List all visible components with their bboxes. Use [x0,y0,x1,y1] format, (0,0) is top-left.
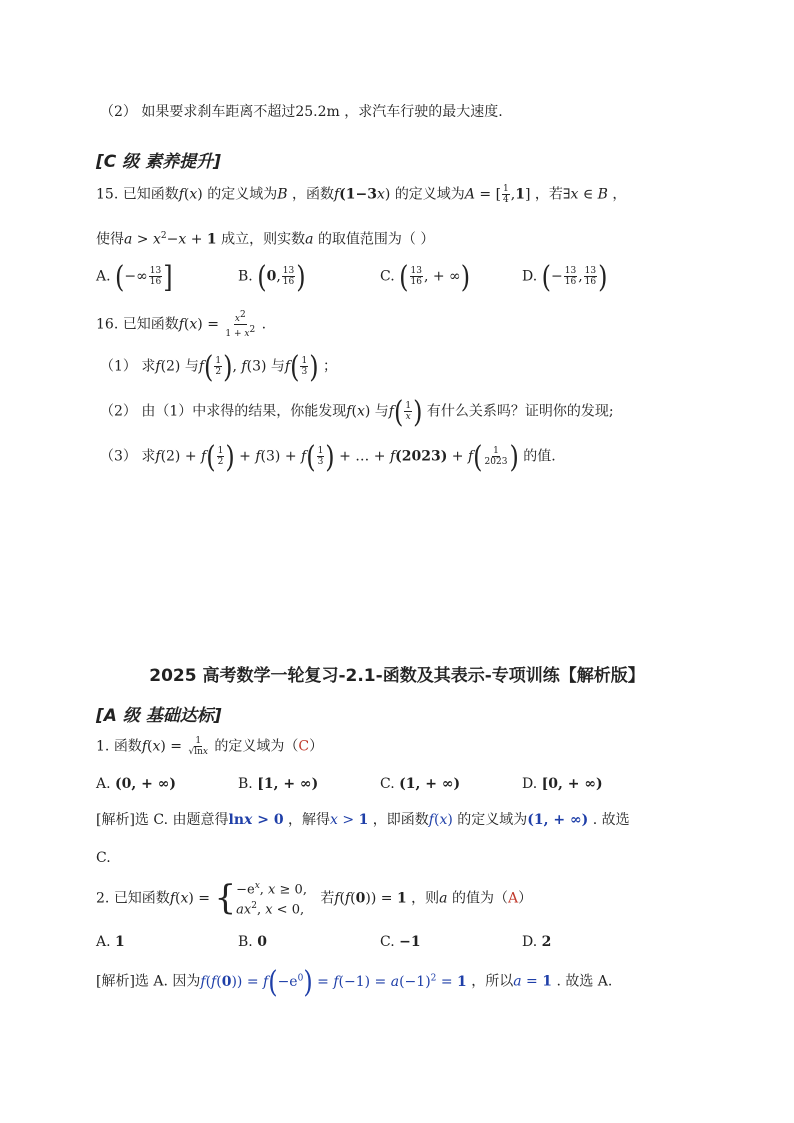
p1-answer: C [298,738,310,755]
p2-solution: [解析]选 A. 因为$f(f(0)) = f(-e^0) = f(-1) = a(-1)^2 = 1$ ，所以a = 1 . 故选 A. [96,964,613,1000]
p1-option-d[interactable]: D. [0, + ∞) [522,776,603,792]
doc-title: 2025 高考数学一轮复习-2.1-函数及其表示-专项训练【解析版】 [149,666,645,686]
q14-part2: （2） 如果要求刹车距离不超过25.2m ，求汽车行驶的最大速度. [100,104,503,120]
q15-option-a[interactable]: A. (−∞ $\frac{13}{16}$ ] [96,259,173,294]
q15-option-b[interactable]: B. (0, $\frac{13}{16}$ ) [238,259,306,294]
p2-option-b[interactable]: B. 0 [238,934,267,950]
section-a-heading: [A 级 基础达标] [96,706,222,726]
q16-sub1: （1） 求f(2) 与f( $\frac{1}{2}$ ), f(3) 与f( $\frac{1}{3}$ ) ； [100,349,338,384]
p2-option-a[interactable]: A. 1 [96,934,125,950]
p1-solution-wrap: C. [96,850,111,866]
section-c-heading: [C 级 素养提升] [96,152,221,172]
q16-sub3: （3） 求f(2) + f( $\frac{1}{2}$ ) + f(3) + f( $\frac{1}{3}$ ) + … + f(2023) + f( $\frac{1}{2023}$ ) 的值. [100,439,556,474]
p1-solution: [解析]选 C. 由题意得lnx > 0 ，解得x > 1 ，即函数f(x) 的定义域为(1, + ∞) . 故选 [96,812,630,828]
q15-option-c[interactable]: C. ( $\frac{13}{16}$ , + ∞) [380,259,471,294]
q16-sub2: （2） 由（1）中求得的结果，你能发现f(x) 与f( $\frac{1}{x}$ ) 有什么关系吗？证明你的发现; [100,394,614,429]
p1-option-c[interactable]: C. (1, + ∞) [380,776,461,792]
p2-answer: A [507,890,519,907]
q16-stem: 16. 已知函数f(x) = $\frac{x^2}{1 + x^2}$ . [96,310,267,339]
q15-option-d[interactable]: D. (− $\frac{13}{16}$ , $\frac{13}{16}$ ) [522,259,608,294]
p2-option-c[interactable]: C. −1 [380,934,421,950]
p1-option-b[interactable]: B. [1, + ∞) [238,776,319,792]
p2-option-d[interactable]: D. 2 [522,934,552,950]
q15-number: 15. [96,186,119,203]
q15-line2: 使得$a > x^2-x + 1$ 成立，则实数a 的取值范围为（ ） [96,231,435,248]
p1-option-a[interactable]: A. (0, + ∞) [96,776,177,792]
p2-stem: 2. 已知函数f(x) = { $-e^x$, x ≥ 0, $ax^2$, x < 0, 若f(f(0)) = 1 ，则a 的值为（A） [96,878,533,919]
p1-stem: 1. 函数f(x) = $\frac{1}{√\ln x}$ 的定义域为（C） [96,736,324,757]
q15-line1: 15. 已知函数f(x) 的定义域为B ，函数f(1−3x) 的定义域为A = [ $\frac{1}{4}$ ,1] ，若∃x ∈ B ， [96,184,627,205]
